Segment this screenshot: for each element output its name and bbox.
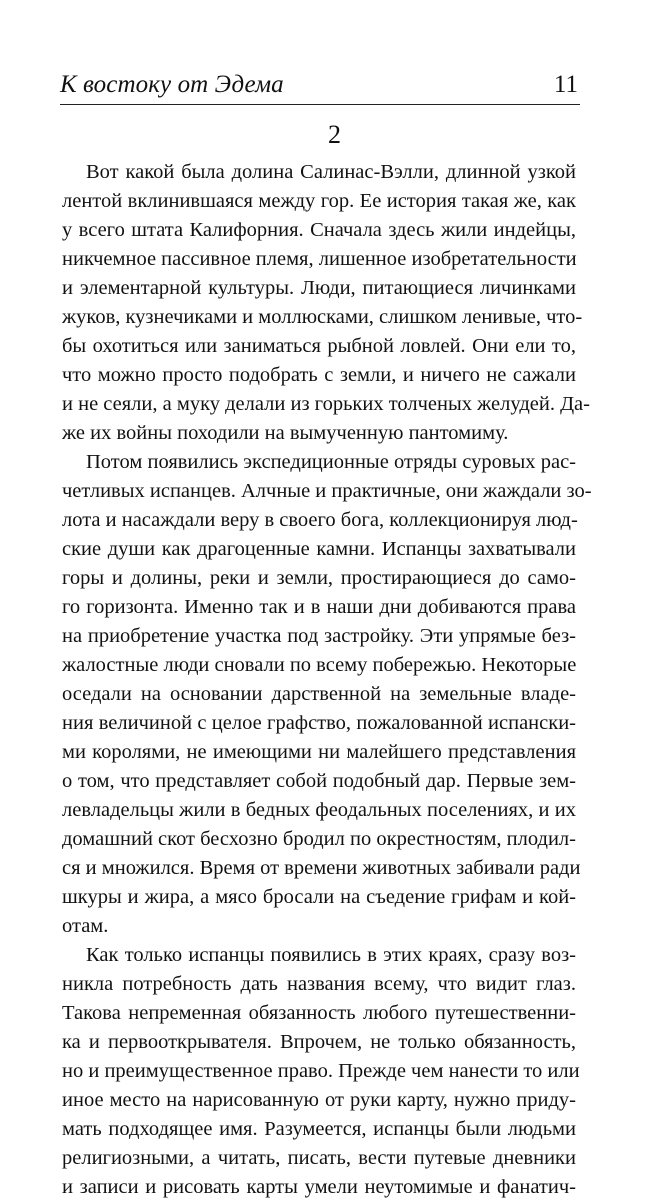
paragraph — [62, 448, 592, 941]
text-line: Такова непременная обязанность любого путешественни- — [62, 1002, 576, 1024]
text-line: о том, что представляет собой подобный дар. Первые зем- — [62, 770, 576, 792]
text-line: оседали на основании дарственной на земельные владе- — [62, 683, 576, 705]
text-line: же их войны походили на вымученную пантомиму. — [62, 422, 509, 444]
text-line: домашний скот бесхозно бродил по окрестностям, плодил- — [62, 828, 576, 850]
page-number: 11 — [553, 71, 578, 98]
text-line: иное место на нарисованную от руки карту, нужно приду- — [62, 1089, 576, 1111]
paragraph — [62, 158, 590, 448]
text-line: и элементарной культуры. Люди, питающиеся личинками — [62, 277, 576, 299]
text-line: лота и насаждали веру в своего бога, коллекционируя люд- — [62, 509, 578, 531]
text-line: четливых испанцев. Алчные и практичные, они жаждали зо- — [62, 480, 592, 502]
text-line: что можно просто подобрать с земли, и ничего не сажали — [62, 364, 576, 386]
text-line: мать подходящее имя. Разумеется, испанцы были людьми — [62, 1118, 576, 1140]
header-rule — [60, 104, 580, 105]
text-line: на приобретение участка под застройку. Эти упрямые без- — [62, 625, 576, 647]
text-line: и не сеяли, а муку делали из горьких толченых желудей. Да- — [62, 393, 590, 415]
text-line: Как только испанцы появились в этих краях, сразу воз- — [86, 944, 576, 966]
text-line: лентой вклинившаяся между гор. Ее история такая же, как — [62, 190, 576, 212]
text-line: ские души как драгоценные камни. Испанцы захватывали — [62, 538, 576, 560]
text-line: и записи и рисовать карты умели неутомимые и фанатич- — [62, 1176, 576, 1198]
body-text — [62, 158, 592, 1202]
paragraph — [62, 941, 580, 1202]
text-line: ка и первооткрывателя. Впрочем, не только обязанность, — [62, 1031, 576, 1053]
text-line: шкуры и жира, а мясо бросали на съедение грифам и кой- — [62, 886, 576, 908]
text-line: го горизонта. Именно так и в наши дни добиваются права — [62, 596, 576, 618]
text-line: Потом появились экспедиционные отряды суровых рас- — [86, 451, 576, 473]
text-line: жуков, кузнечиками и моллюсками, слишком ленивые, что- — [62, 306, 583, 328]
text-line: но и преимущественное право. Прежде чем нанести то или — [62, 1060, 580, 1082]
text-line: религиозными, а читать, писать, вести путевые дневники — [62, 1147, 576, 1169]
running-title: К востоку от Эдема — [60, 71, 284, 98]
text-line: никла потребность дать названия всему, что видит глаз. — [62, 973, 576, 995]
text-line: бы охотиться или заниматься рыбной ловлей. Они ели то, — [62, 335, 576, 357]
text-line: ния величиной с целое графство, пожалованной испански- — [62, 712, 576, 734]
text-line: отам. — [62, 915, 109, 937]
chapter-number: 2 — [328, 120, 341, 149]
text-line: никчемное пассивное племя, лишенное изобретательности — [62, 248, 577, 270]
text-line: у всего штата Калифорния. Сначала здесь жили индейцы, — [62, 219, 576, 241]
text-line: левладельцы жили в бедных феодальных поселениях, и их — [62, 799, 576, 821]
text-line: Вот какой была долина Салинас-Вэлли, длинной узкой — [86, 161, 576, 183]
text-line: ся и множился. Время от времени животных забивали ради — [62, 857, 581, 879]
text-line: ми королями, не имеющими ни малейшего представления — [62, 741, 576, 763]
running-head — [60, 70, 578, 100]
text-line: жалостные люди сновали по всему побережью. Некоторые — [62, 654, 577, 676]
text-line: горы и долины, реки и земли, простирающиеся до само- — [62, 567, 576, 589]
